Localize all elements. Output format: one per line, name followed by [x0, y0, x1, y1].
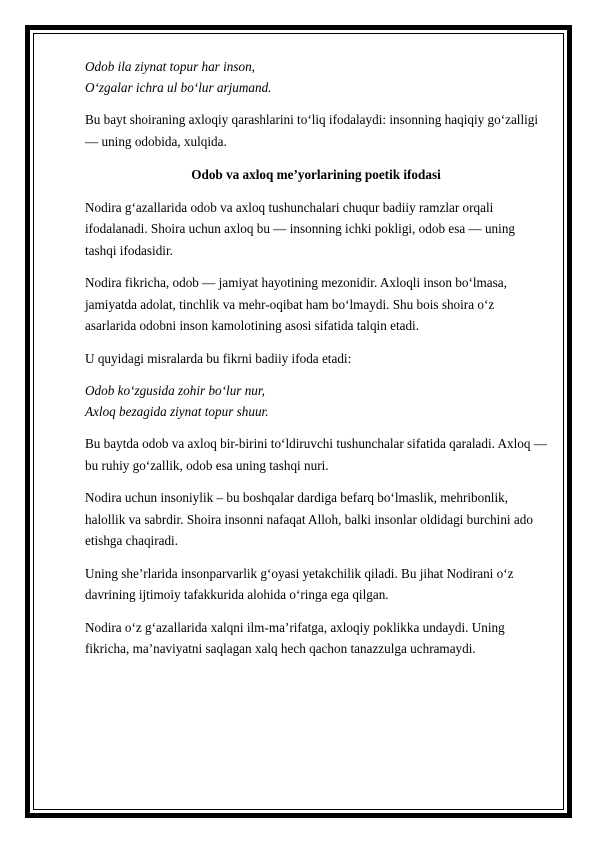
paragraph: Nodira uchun insoniylik – bu boshqalar dardiga befarq bo‘lmaslik, mehribonlik, halollik va sabrdir. Shoira insonni nafaqat Alloh, balki insonlar oldidagi burchini ado etishga chaqiradi.	[85, 490, 533, 548]
paragraph: Nodira g‘azallarida odob va axloq tushunchalari chuqur badiiy ramzlar orqali ifodalanadi. Shoira uchun axloq bu — insonning ichki pokligi, odob esa — uning tashqi ifodasidir.	[85, 199, 516, 258]
paragraph: Bu bayt shoiraning axloqiy qarashlarini to‘liq ifodalaydi: insonning haqiqiy go‘zalligi — uning odobida, xulqida.	[85, 112, 539, 149]
verse-line: Odob ila ziynat topur har inson,	[85, 59, 255, 74]
paragraph: Nodira fikricha, odob — jamiyat hayotining mezonidir. Axloqli inson bo‘lmasa, jamiyatda adolat, tinchlik va mehr-oqibat ham bo‘lmaydi. Shu bois shoira o‘z asarlarida odobni inson kamolotining asosi sifatida talqin etadi.	[85, 275, 507, 333]
verse-line: Axloq bezagida ziynat topur shuur.	[85, 404, 269, 419]
verse-line: O‘zgalar ichra ul bo‘lur arjumand.	[85, 80, 272, 95]
paragraph: Nodira o‘z g‘azallarida xalqni ilm-ma’rifatga, axloqiy poklikka undaydi. Uning fikricha, ma’naviyatni saqlagan xalq hech qachon tanazzulga uchramaydi.	[85, 619, 505, 656]
verse-line: Odob ko‘zgusida zohir bo‘lur nur,	[85, 383, 265, 398]
verse-quote-1	[85, 56, 547, 98]
paragraph: Bu baytda odob va axloq bir-birini to‘ldiruvchi tushunchalar sifatida qaraladi. Axloq — bu ruhiy go‘zallik, odob esa uning tashqi nuri.	[85, 436, 547, 473]
document-body	[85, 56, 547, 660]
paragraph: U quyidagi misralarda bu fikrni badiiy ifoda etadi:	[85, 350, 352, 366]
paragraph: Uning she’rlarida insonparvarlik g‘oyasi yetakchilik qiladi. Bu jihat Nodirani o‘z davrining ijtimoiy tafakkurida alohida o‘ringa ega qilgan.	[85, 565, 514, 602]
section-heading: Odob va axloq me’yorlarining poetik ifodasi	[191, 167, 441, 182]
verse-quote-2	[85, 380, 547, 422]
